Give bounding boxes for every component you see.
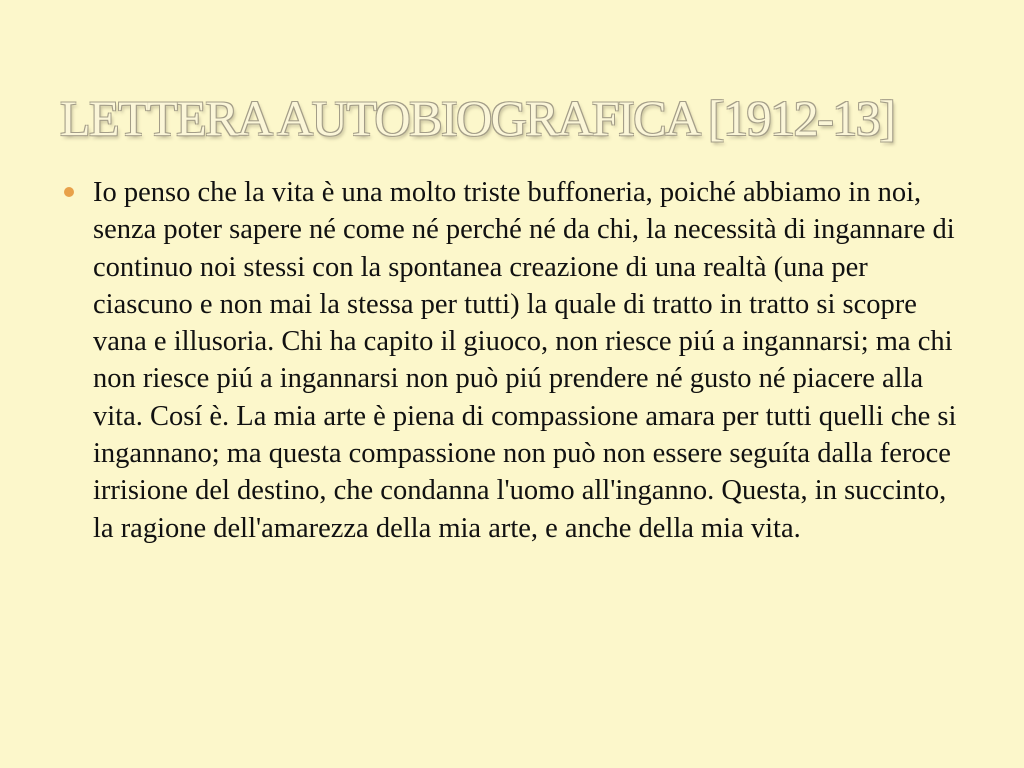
slide-title: LETTERA AUTOBIOGRAFICA [1912-13]: [60, 90, 895, 146]
bullet-dot-icon: [64, 187, 74, 197]
bullet-text: Io penso che la vita è una molto triste buffoneria, poiché abbiamo in noi, senza poter sapere né come né perché né da chi, la necessità di ingannare di continuo noi stessi con la spontanea creazione di una realtà (una per ciascuno e non mai la stessa per tutti) la quale di tratto in tratto si scopre vana e illusoria. Chi ha capito il giuoco, non riesce piú a ingannarsi; ma chi non riesce piú a ingannarsi non può piú prendere né gusto né piacere alla vita. Cosí è. La mia arte è piena di compassione amara per tutti quelli che si ingannano; ma questa compassione non può non essere seguíta dalla feroce irrisione del destino, che condanna l'uomo all'inganno. Questa, in succinto, la ragione dell'amarezza della mia arte, e anche della mia vita.: [93, 177, 957, 544]
slide-content: [64, 174, 964, 547]
bullet-item: [64, 174, 964, 547]
